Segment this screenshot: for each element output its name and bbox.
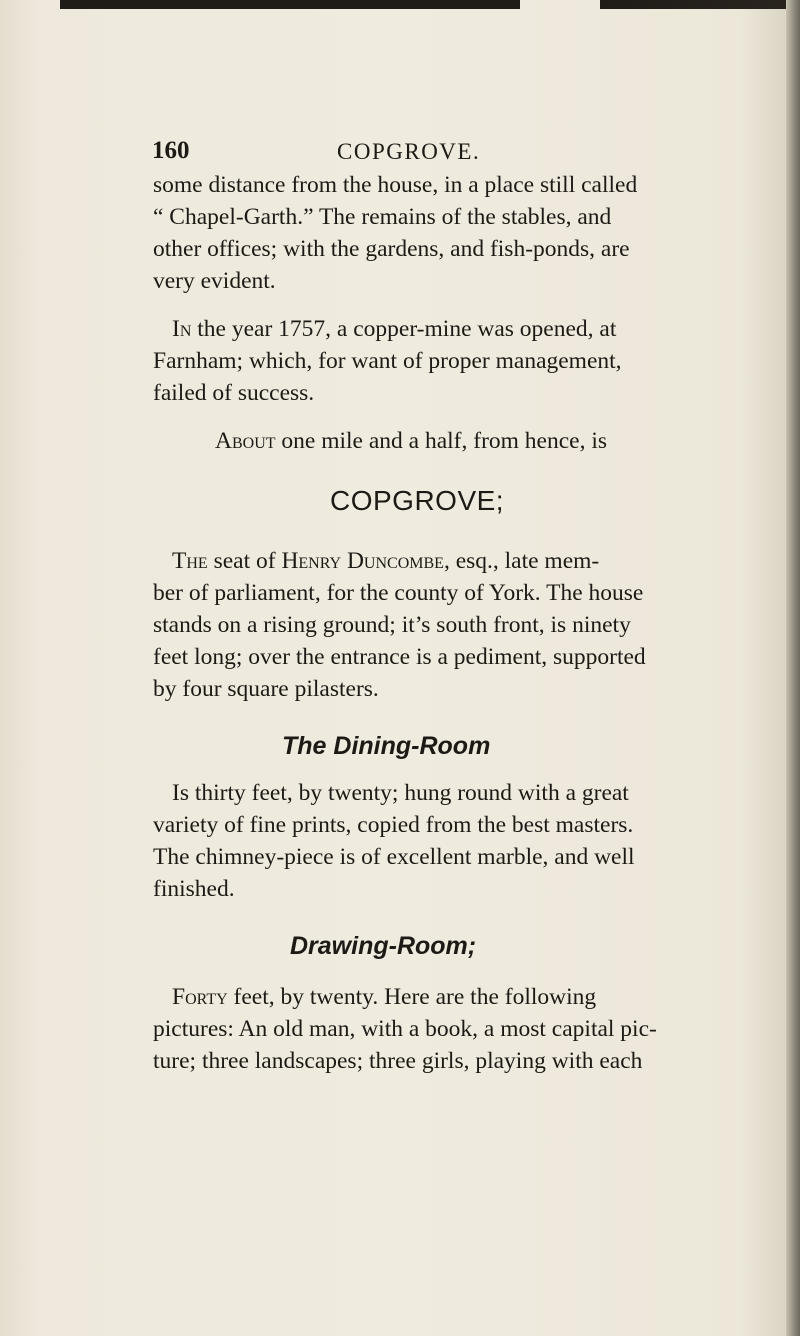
paragraph-lead-word: The: [172, 548, 208, 574]
text-line: “ Chapel-Garth.” The remains of the stables, and: [153, 204, 612, 230]
text-line: ture; three landscapes; three girls, playing with each: [153, 1048, 643, 1074]
page-number: 160: [152, 137, 190, 164]
paragraph-line-text: , esq., late mem-: [443, 548, 600, 574]
page-header: [152, 137, 712, 167]
paragraph-line-text: one mile and a half, from hence, is: [275, 428, 608, 454]
paragraph-first-line: [172, 316, 616, 343]
running-head: COPGROVE.: [337, 139, 481, 164]
section-heading-copgrove: COPGROVE;: [330, 485, 505, 516]
paragraph-lead-word: About: [215, 428, 276, 454]
paragraph-lead-word: In: [172, 316, 192, 342]
section-heading-drawing-room: Drawing-Room;: [290, 932, 477, 960]
text-line: by four square pilasters.: [153, 676, 379, 702]
text-line: very evident.: [153, 268, 276, 294]
page-binding-edge: [786, 0, 800, 1336]
paragraph-first-line: [172, 548, 599, 575]
text-line: stands on a rising ground; it’s south front, is ninety: [153, 612, 631, 638]
text-line: failed of success.: [153, 380, 315, 406]
text-line: some distance from the house, in a place still called: [153, 172, 638, 198]
text-line: pictures: An old man, with a book, a most capital pic-: [153, 1016, 657, 1042]
text-line: other offices; with the gardens, and fish-ponds, are: [153, 236, 630, 262]
section-heading-dining-room: The Dining-Room: [282, 732, 491, 760]
text-line: Is thirty feet, by twenty; hung round with a great: [172, 780, 629, 806]
paragraph-line-text: seat of: [207, 548, 282, 574]
paragraph-line-text: the year 1757, a copper-mine was opened, at: [191, 316, 617, 342]
text-line: finished.: [153, 876, 235, 902]
top-edge-rule: [0, 0, 800, 9]
text-line: ber of parliament, for the county of York. The house: [153, 580, 644, 606]
paragraph-lead-word: Forty: [172, 984, 228, 1010]
text-line: variety of fine prints, copied from the best masters.: [153, 812, 634, 838]
paragraph-first-line: [172, 984, 596, 1011]
paragraph-first-line: [215, 428, 607, 455]
text-line: The chimney-piece is of excellent marble, and well: [153, 844, 635, 870]
paragraph-line-text: feet, by twenty. Here are the following: [227, 984, 597, 1010]
person-name: Henry Duncombe: [281, 548, 444, 574]
text-line: Farnham; which, for want of proper management,: [153, 348, 622, 374]
text-line: feet long; over the entrance is a pediment, supported: [153, 644, 646, 670]
